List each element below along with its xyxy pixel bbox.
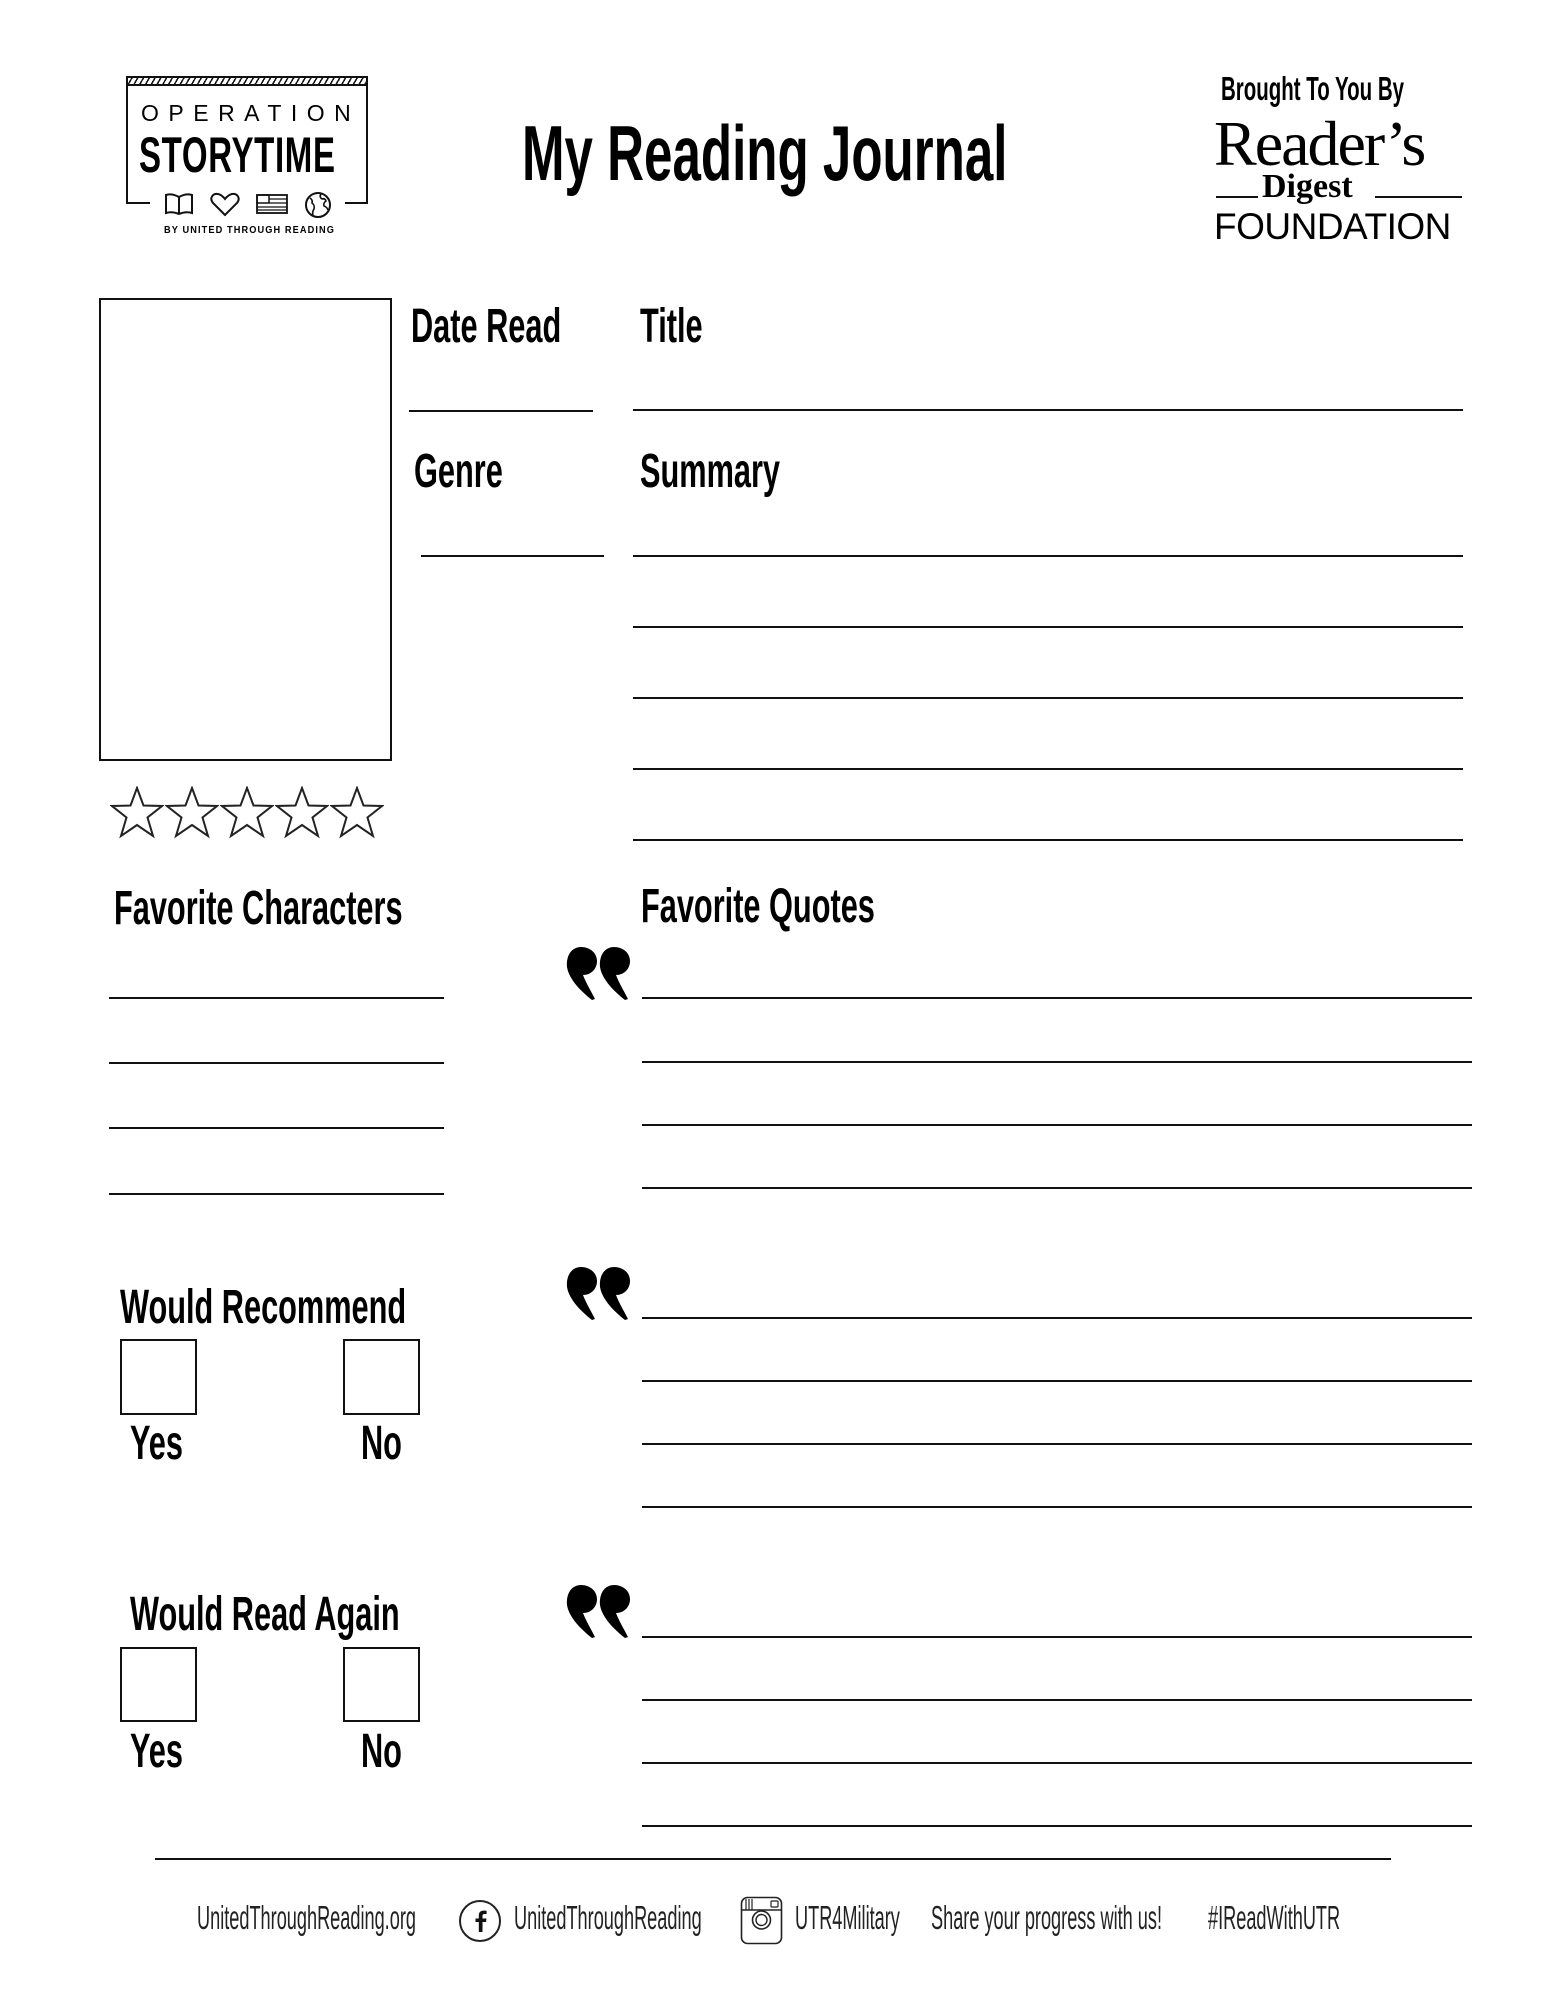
character-line[interactable] [109, 997, 444, 999]
summary-line[interactable] [633, 626, 1463, 628]
recommend-yes-label: Yes [130, 1417, 183, 1470]
quote-mark-icon [566, 1585, 634, 1639]
star-icon[interactable] [110, 786, 164, 840]
flag-icon [256, 194, 288, 214]
would-read-again-label: Would Read Again [130, 1588, 400, 1641]
footer-cta: Share your progress with us! [931, 1899, 1163, 1936]
date-read-label: Date Read [411, 300, 562, 353]
star-icon[interactable] [275, 786, 329, 840]
favorite-characters-label: Favorite Characters [114, 882, 403, 935]
footer-hashtag: #IReadWithUTR [1208, 1899, 1341, 1936]
title-label: Title [640, 300, 703, 353]
footer-divider [155, 1858, 1391, 1860]
footer-instagram-link[interactable]: UTR4Military [795, 1899, 900, 1936]
read-again-no-checkbox[interactable] [343, 1647, 420, 1722]
quote-line[interactable] [642, 1380, 1472, 1382]
facebook-icon[interactable] [458, 1899, 502, 1943]
logo-line2: STORYTIME [139, 127, 336, 183]
quote-line[interactable] [642, 1187, 1472, 1189]
genre-label: Genre [414, 445, 503, 498]
would-recommend-label: Would Recommend [120, 1281, 407, 1334]
quote-line[interactable] [642, 1506, 1472, 1508]
character-line[interactable] [109, 1127, 444, 1129]
sponsor-rule-left [1216, 196, 1258, 198]
book-cover-box[interactable] [99, 298, 392, 761]
read-again-yes-checkbox[interactable] [120, 1647, 197, 1722]
star-icon[interactable] [165, 786, 219, 840]
recommend-no-checkbox[interactable] [343, 1339, 420, 1415]
summary-line[interactable] [633, 839, 1463, 841]
logo-line1: OPERATION [141, 100, 361, 126]
summary-line[interactable] [633, 555, 1463, 557]
quote-mark-icon [566, 947, 634, 1001]
footer-facebook-link[interactable]: UnitedThroughReading [514, 1899, 702, 1936]
sponsor-name-line3: FOUNDATION [1214, 206, 1451, 247]
footer-website-link[interactable]: UnitedThroughReading.org [197, 1899, 416, 1936]
read-again-yes-label: Yes [130, 1725, 183, 1778]
globe-icon [304, 191, 332, 219]
quote-line[interactable] [642, 1762, 1472, 1764]
page-title: My Reading Journal [522, 109, 1008, 197]
recommend-yes-checkbox[interactable] [120, 1339, 197, 1415]
logo-byline: BY UNITED THROUGH READING [164, 225, 336, 236]
sponsor-rule-right [1375, 196, 1462, 198]
character-line[interactable] [109, 1062, 444, 1064]
quote-line[interactable] [642, 1124, 1472, 1126]
sponsor-name-line2: Digest [1262, 168, 1353, 205]
genre-field[interactable] [421, 555, 604, 557]
sponsor-label: Brought To You By [1221, 70, 1404, 107]
quote-mark-icon [566, 1267, 634, 1321]
quote-line[interactable] [642, 1317, 1472, 1319]
quote-line[interactable] [642, 1443, 1472, 1445]
read-again-no-label: No [361, 1725, 402, 1778]
logo-frame-bottom-left [126, 202, 150, 204]
quote-line[interactable] [642, 997, 1472, 999]
recommend-no-label: No [361, 1417, 402, 1470]
quote-line[interactable] [642, 1061, 1472, 1063]
heart-icon [210, 192, 240, 217]
date-read-field[interactable] [409, 410, 593, 412]
summary-label: Summary [640, 445, 781, 498]
logo-hatch-band [126, 76, 368, 86]
character-line[interactable] [109, 1193, 444, 1195]
sponsor-name-line1: Reader’s [1214, 108, 1425, 179]
favorite-quotes-label: Favorite Quotes [641, 880, 875, 933]
logo-frame-bottom-right [345, 202, 368, 204]
instagram-icon[interactable] [740, 1896, 783, 1945]
quote-line[interactable] [642, 1825, 1472, 1827]
book-icon [164, 192, 194, 216]
summary-line[interactable] [633, 697, 1463, 699]
summary-line[interactable] [633, 768, 1463, 770]
star-icon[interactable] [330, 786, 384, 840]
star-icon[interactable] [220, 786, 274, 840]
quote-line[interactable] [642, 1699, 1472, 1701]
star-rating[interactable] [110, 786, 384, 840]
quote-line[interactable] [642, 1636, 1472, 1638]
title-field[interactable] [633, 409, 1463, 411]
